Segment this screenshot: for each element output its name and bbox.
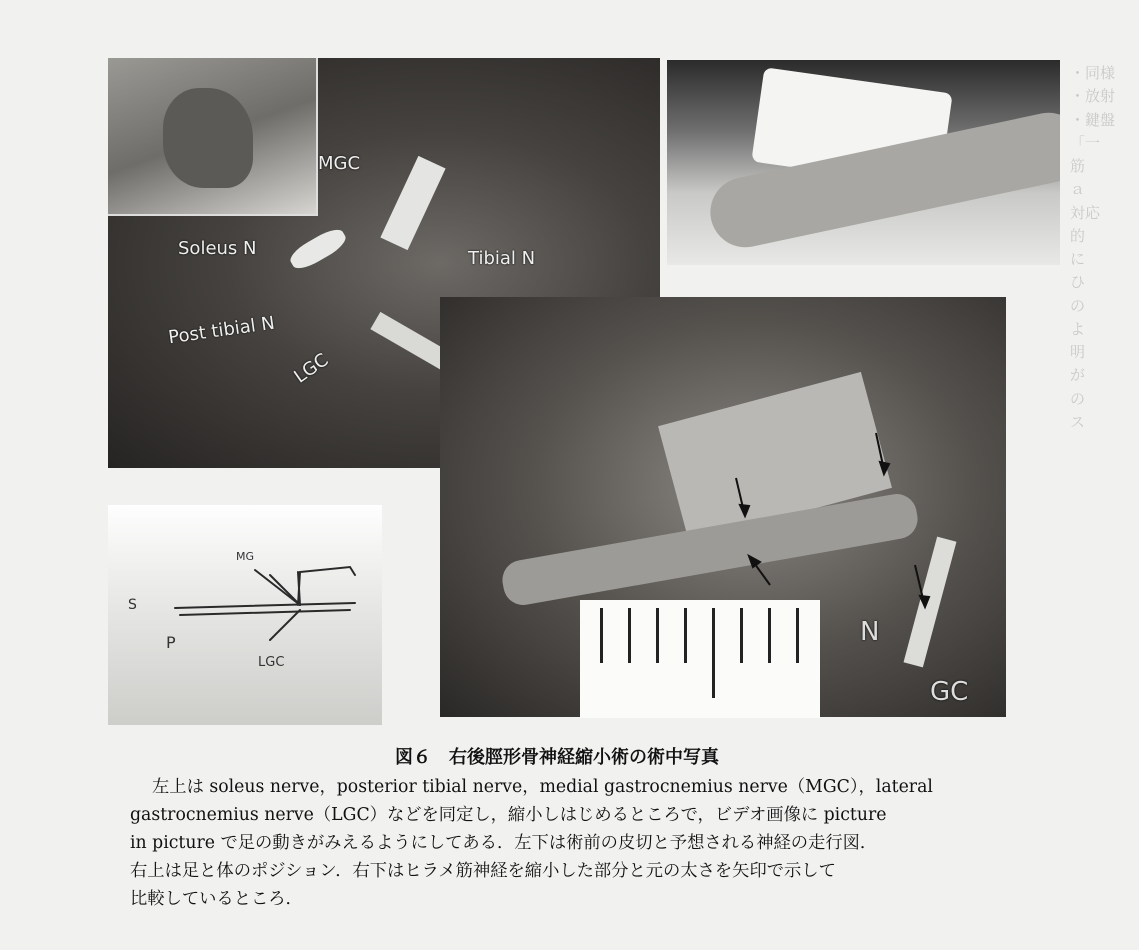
mgc-label: MGC (318, 153, 361, 174)
tibial-n-label: Tibial N (468, 248, 536, 269)
soleus-n-label: Soleus N (178, 238, 257, 259)
arrow-icons (736, 433, 929, 607)
bottom-right-n-label: N (860, 617, 880, 647)
figure-title: 図６ 右後脛形骨神経縮小術の術中写真 (395, 747, 719, 768)
figure-caption (130, 773, 933, 913)
sketch-s-label: S (128, 597, 137, 613)
bleed-through-text: ・同様 ・放射 ・鍵盤 「一 筋 ａ 対応 的 に ひ の よ 明 が の ス (1070, 64, 1116, 431)
caption-line-1: 左上は soleus nerve，posterior tibial nerve，medial gastrocnemius nerve（MGC），lateral (152, 777, 933, 797)
sketch-lgc-label: LGC (258, 655, 285, 670)
caption-line-4: 右上は足と体のポジション．右下はヒラメ筋神経を縮小した部分と元の太さを矢印で示して (130, 861, 836, 881)
nerve-sketch-drawing (175, 567, 355, 640)
post-tibial-n-label: Post tibial N (167, 312, 277, 349)
lgc-label: LGC (290, 349, 333, 388)
sketch-mg-label: MG (236, 550, 255, 563)
caption-line-2: gastrocnemius nerve（LGC）などを同定し，縮小しはじめるところで，ビデオ画像に picture (130, 805, 887, 825)
caption-line-5: 比較しているところ． (130, 889, 303, 909)
caption-line-3: in picture で足の動きがみえるようにしてある．左下は術前の皮切と予想される神経の走行図． (130, 833, 878, 853)
bottom-right-gc-label: GC (930, 677, 969, 707)
sketch-p-label: P (166, 633, 176, 652)
